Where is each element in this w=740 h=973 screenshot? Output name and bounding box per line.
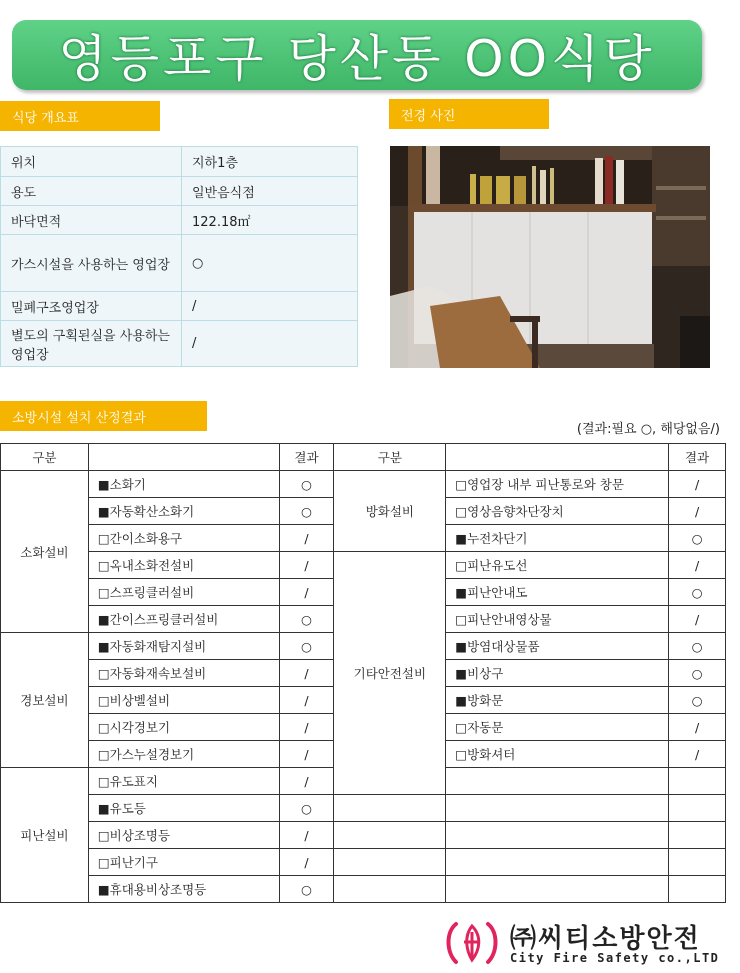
facility-result: ○: [279, 498, 334, 525]
company-name-english: City Fire Safety co.,LTD: [510, 951, 720, 965]
overview-label: 위치: [1, 147, 182, 177]
facility-name: □비상벨설비: [88, 687, 279, 714]
facility-name: □시각경보기: [88, 714, 279, 741]
facility-name: ■휴대용비상조명등: [88, 876, 279, 903]
overview-label: 밀폐구조영업장: [1, 292, 182, 321]
facility-name: ■간이스프링클러설비: [88, 606, 279, 633]
company-logo: [442, 918, 732, 970]
overview-label: 용도: [1, 177, 182, 206]
facility-name: ■비상구: [446, 660, 669, 687]
facility-result: /: [279, 822, 334, 849]
table-row: [1, 849, 726, 876]
result-legend: (결과:필요 ○, 해당없음/): [576, 422, 720, 437]
empty-cell: [446, 849, 669, 876]
overview-row: [1, 177, 358, 206]
facility-result: ○: [669, 579, 726, 606]
facility-result: ○: [279, 606, 334, 633]
company-name-korean: ㈜씨티소방안전: [510, 924, 701, 954]
overview-row: [1, 206, 358, 235]
overview-section-tag: 식당 개요표: [0, 101, 160, 131]
facility-result: ○: [669, 687, 726, 714]
category-cell: 기타안전설비: [334, 552, 446, 795]
empty-cell: [334, 876, 446, 903]
empty-cell: [669, 822, 726, 849]
facility-name: □옥내소화전설비: [88, 552, 279, 579]
overview-row: [1, 292, 358, 321]
facility-result: /: [669, 741, 726, 768]
facility-result: /: [669, 498, 726, 525]
overview-row: [1, 235, 358, 292]
category-cell: 피난설비: [1, 768, 89, 903]
empty-cell: [334, 822, 446, 849]
overview-row: [1, 321, 358, 367]
empty-cell: [669, 795, 726, 822]
facility-name: □영업장 내부 피난통로와 창문: [446, 471, 669, 498]
overview-label: 바닥면적: [1, 206, 182, 235]
header-empty: [446, 444, 669, 471]
restaurant-photo: [390, 146, 710, 368]
overview-value: 122.18㎡: [182, 206, 358, 235]
empty-cell: [334, 849, 446, 876]
category-cell: 방화설비: [334, 471, 446, 552]
facility-result: ○: [279, 876, 334, 903]
category-cell: 경보설비: [1, 633, 89, 768]
facility-result: ○: [279, 471, 334, 498]
table-row: [1, 822, 726, 849]
facility-name: □피난안내영상물: [446, 606, 669, 633]
overview-value: 지하1층: [182, 147, 358, 177]
empty-cell: [446, 822, 669, 849]
overview-value: /: [182, 321, 358, 367]
facility-result: ○: [669, 525, 726, 552]
fire-safety-logo-icon: [442, 920, 504, 966]
title-banner: [12, 20, 702, 90]
facility-result: ○: [279, 795, 334, 822]
facility-name: □유도표지: [88, 768, 279, 795]
facility-result: /: [279, 768, 334, 795]
facility-name: ■방화문: [446, 687, 669, 714]
facility-name: □자동화재속보설비: [88, 660, 279, 687]
facility-name: □비상조명등: [88, 822, 279, 849]
facility-result: ○: [669, 633, 726, 660]
facility-name: ■피난안내도: [446, 579, 669, 606]
facility-result: ○: [279, 633, 334, 660]
facility-result: /: [279, 579, 334, 606]
empty-cell: [669, 849, 726, 876]
facility-result: /: [279, 552, 334, 579]
photo-section-tag: 전경 사진: [389, 99, 549, 129]
empty-cell: [446, 876, 669, 903]
category-cell: 소화설비: [1, 471, 89, 633]
empty-cell: [446, 795, 669, 822]
empty-cell: [669, 876, 726, 903]
header-category-left: 구분: [1, 444, 89, 471]
result-section-tag: 소방시설 설치 산정결과: [0, 401, 207, 431]
facility-name: □방화셔터: [446, 741, 669, 768]
overview-value: /: [182, 292, 358, 321]
overview-table: [0, 146, 358, 367]
facility-name: □스프링클러설비: [88, 579, 279, 606]
overview-label: 가스시설을 사용하는 영업장: [1, 235, 182, 292]
facility-result: /: [279, 741, 334, 768]
facility-name: ■유도등: [88, 795, 279, 822]
facility-name: ■방염대상물품: [446, 633, 669, 660]
header-result-left: 결과: [279, 444, 334, 471]
header-category-right: 구분: [334, 444, 446, 471]
facility-name: □간이소화용구: [88, 525, 279, 552]
overview-label: 별도의 구획된실을 사용하는영업장: [1, 321, 182, 367]
fire-facility-table: [0, 443, 726, 903]
overview-row: [1, 147, 358, 177]
facility-name: ■자동확산소화기: [88, 498, 279, 525]
empty-cell: [334, 795, 446, 822]
facility-result: /: [669, 471, 726, 498]
facility-name: □자동문: [446, 714, 669, 741]
page-title: 영등포구 당산동 OO식당: [58, 30, 656, 88]
facility-name: □가스누설경보기: [88, 741, 279, 768]
table-row: [1, 876, 726, 903]
empty-cell: [669, 768, 726, 795]
table-row: [1, 795, 726, 822]
header-empty: [88, 444, 279, 471]
facility-result: /: [669, 552, 726, 579]
facility-name: ■소화기: [88, 471, 279, 498]
facility-result: /: [279, 687, 334, 714]
facility-result: /: [669, 606, 726, 633]
facility-result: ○: [669, 660, 726, 687]
facility-result: /: [279, 525, 334, 552]
header-result-right: 결과: [669, 444, 726, 471]
facility-name: □영상음향차단장치: [446, 498, 669, 525]
overview-value: 일반음식점: [182, 177, 358, 206]
facility-name: □피난유도선: [446, 552, 669, 579]
table-row: [1, 552, 726, 579]
facility-result: /: [279, 849, 334, 876]
facility-name: ■자동화재탐지설비: [88, 633, 279, 660]
overview-value: ○: [182, 235, 358, 292]
table-header-row: [1, 444, 726, 471]
empty-cell: [446, 768, 669, 795]
table-row: [1, 471, 726, 498]
facility-name: ■누전차단기: [446, 525, 669, 552]
facility-result: /: [669, 714, 726, 741]
facility-name: □피난기구: [88, 849, 279, 876]
facility-result: /: [279, 714, 334, 741]
facility-result: /: [279, 660, 334, 687]
